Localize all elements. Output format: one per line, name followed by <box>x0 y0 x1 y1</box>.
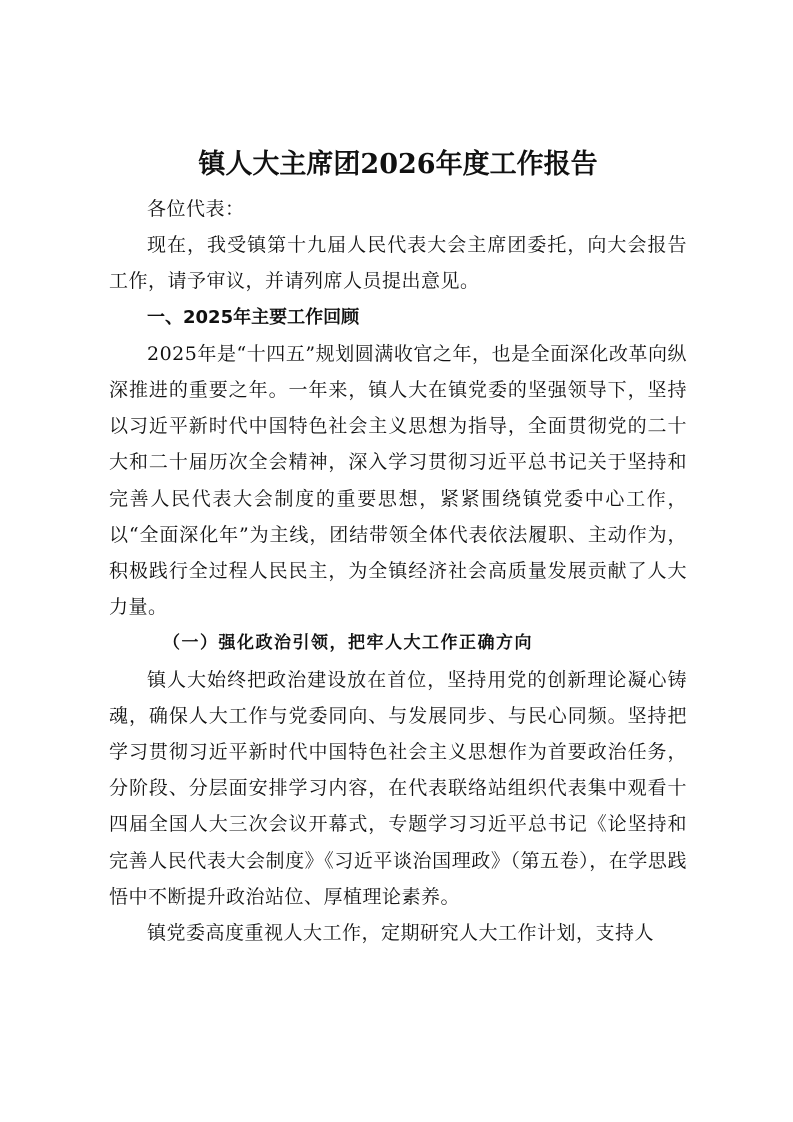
subsection-heading-1: （一）强化政治引领，把牢人大工作正确方向 <box>163 633 533 654</box>
section-heading-1: 一、2025年主要工作回顾 <box>147 306 360 328</box>
subsection1-paragraph-1: 镇人大始终把政治建设放在首位，坚持用党的创新理论凝心铸魂，确保人大工作与党委同向、与发展同步、与民心同频。坚持把学习贯彻习近平新时代中国特色社会主义思想作为首要政治任务，分阶段、分层面安排学习内容，在代表联络站组织代表集中观看十四届全国人大三次会议开幕式，专题学习习近平总书记《论坚持和完善人民代表大会制度》《习近平谈治国理政》（第五卷），在学思践悟中不断提升政治站位、厚植理论素养。 <box>109 668 687 908</box>
section1-paragraph-1: 2025年是“十四五”规划圆满收官之年，也是全面深化改革向纵深推进的重要之年。一年来，镇人大在镇党委的坚强领导下，坚持以习近平新时代中国特色社会主义思想为指导，全面贯彻党的二十大和二十届历次全会精神，深入学习贯彻习近平总书记关于坚持和完善人民代表大会制度的重要思想，紧紧围绕镇党委中心工作，以“全面深化年”为主线，团结带领全体代表依法履职、主动作为，积极践行全过程人民民主，为全镇经济社会高质量发展贡献了人大力量。 <box>109 342 687 619</box>
salutation: 各位代表： <box>147 198 245 220</box>
document-body <box>109 141 687 951</box>
subsection1-paragraph-2: 镇党委高度重视人大工作，定期研究人大工作计划，支持人 <box>147 922 655 945</box>
intro-paragraph: 现在，我受镇第十九届人民代表大会主席团委托，向大会报告工作，请予审议，并请列席人员提出意见。 <box>109 234 687 293</box>
document-title: 镇人大主席团2026年度工作报告 <box>198 149 598 180</box>
